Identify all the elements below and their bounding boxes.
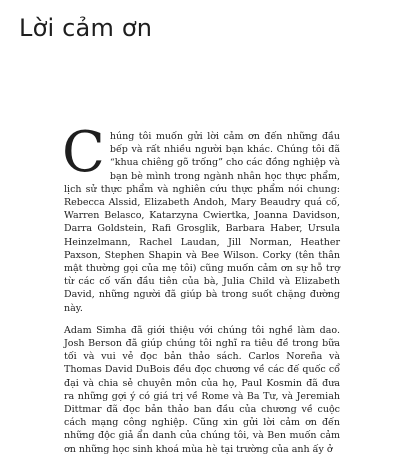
paragraph-1-text: húng tôi muốn gửi lời cảm ơn đến những đầu bếp và rất nhiều người bạn khác. Chúng tôi đã “khua chiêng gõ trống” cho các đồng nghiệp và bạn bè mình trong ngành nhân học thực phẩm, lịch sử thực phẩm và nghiên cứu thực phẩm nói chung: Rebecca Alssid, Elizabeth Andoh, Mary Beaudry quá cố, Warren Belasco, Katarzyna Cwiertka, Joanna Davidson, Darra Goldstein, Rafi Grosglik, Barbara Haber, Ursula Heinzelmann, Rachel Laudan, Jill Norman, Heather Paxson, Stephen Shapin và Bee Wilson. Corky (tên thân mật thường gọi của mẹ tôi) cũng muốn cảm ơn sự hỗ trợ từ các cố vấn đầu tiên của bà, Julia Child và Elizabeth David, những người đã giúp bà trong suốt chặng đường này.: [64, 131, 340, 314]
paragraph-1: [62, 120, 340, 315]
page-title: Lời cảm ơn: [19, 14, 153, 42]
drop-cap: C: [62, 120, 105, 185]
paragraph-2: Adam Simha đã giới thiệu với chúng tôi nghề làm dao. Josh Berson đã giúp chúng tôi nghĩ ra tiêu đề trong bữa tối và vui vẻ đọc bản thảo sách. Carlos Noreña và Thomas David DuBois đều đọc chương về các đế quốc cổ đại và chia sẻ chuyên môn của họ, Paul Kosmin đã đưa ra những gợi ý có giá trị về Rome và Ba Tư, và Jeremiah Dittmar đã đọc bản thảo ban đầu của chương về cuộc cách mạng công nghiệp. Cũng xin gửi lời cảm ơn đến những độc giả ẩn danh của chúng tôi, và Ben muốn cảm ơn những học sinh khoá mùa hè tại trường của anh ấy ở: [64, 324, 340, 455]
body-text: [62, 120, 340, 456]
